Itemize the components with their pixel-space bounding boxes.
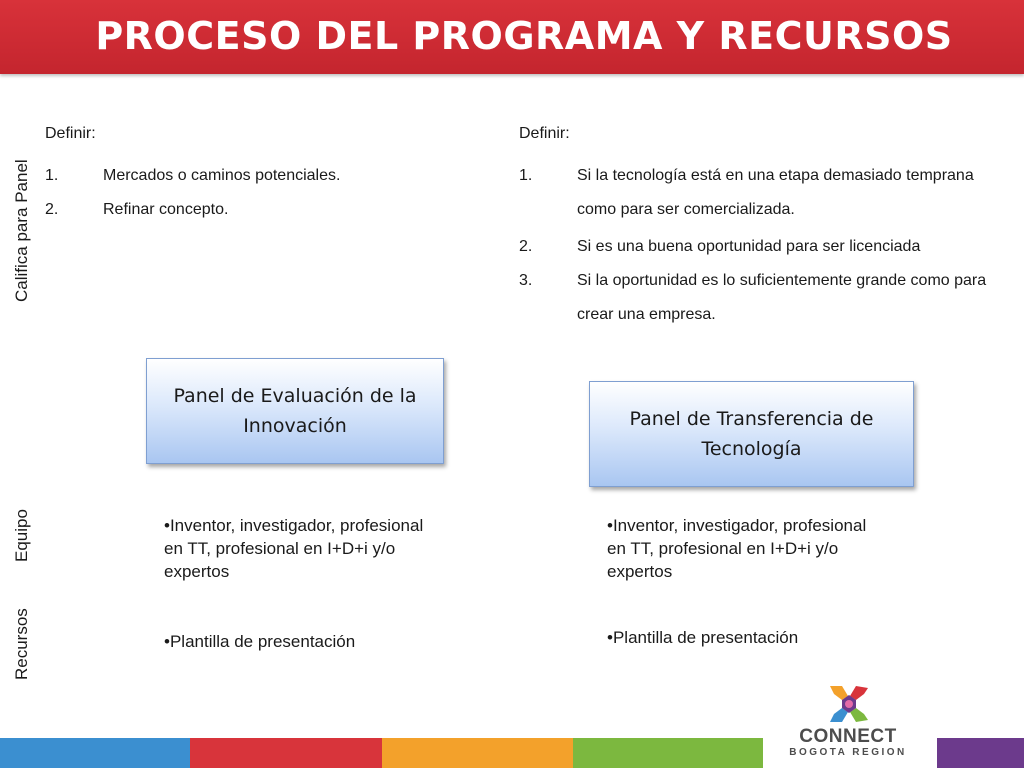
connect-logo-mark-icon	[826, 682, 872, 726]
bottom-bar-purple	[937, 738, 1024, 768]
left-def-item	[45, 200, 465, 220]
right-def-number: 2.	[519, 238, 533, 255]
connect-logo	[782, 676, 914, 764]
side-label-califica: Califica para Panel	[12, 159, 31, 302]
panel-transferencia-label: Panel de Transferencia de Tecnología	[629, 408, 874, 460]
right-def-item	[519, 159, 1009, 227]
right-resources	[607, 514, 882, 649]
right-definitions	[519, 124, 1009, 334]
left-bullet-template: •Plantilla de presentación	[164, 632, 356, 651]
bottom-bar-green	[573, 738, 763, 768]
bottom-bar-blue	[0, 738, 190, 768]
right-def-number: 3.	[519, 272, 533, 289]
panel-transferencia-tecnologia	[589, 381, 914, 487]
left-def-text: Refinar concepto.	[103, 201, 229, 218]
left-def-item	[45, 166, 465, 186]
right-def-number: 1.	[519, 167, 533, 184]
side-label-recursos: Recursos	[12, 608, 31, 680]
side-label-equipo: Equipo	[12, 509, 31, 562]
panel-evaluacion-innovacion	[146, 358, 444, 464]
page-title: PROCESO DEL PROGRAMA Y RECURSOS	[95, 14, 953, 58]
right-bullet-template: •Plantilla de presentación	[607, 628, 799, 647]
right-definir-heading: Definir:	[519, 125, 570, 142]
left-bullet-team: •Inventor, investigador, profesional en TT, profesional en I+D+i y/o expertos	[164, 516, 424, 581]
title-banner	[0, 0, 1024, 74]
left-definir-heading: Definir:	[45, 125, 96, 142]
right-def-text: Si es una buena oportunidad para ser licenciada	[577, 238, 921, 255]
right-bullet-team: •Inventor, investigador, profesional en TT, profesional en I+D+i y/o expertos	[607, 516, 867, 581]
left-definitions	[45, 124, 465, 234]
left-resources	[164, 514, 439, 653]
bottom-bar-orange	[382, 738, 573, 768]
panel-evaluacion-label: Panel de Evaluación de la Innovación	[173, 385, 417, 437]
right-def-item	[519, 264, 1009, 332]
right-def-item	[519, 237, 1009, 257]
left-def-text: Mercados o caminos potenciales.	[103, 167, 341, 184]
left-def-number: 1.	[45, 167, 59, 184]
left-def-number: 2.	[45, 201, 59, 218]
right-def-text: Si la tecnología está en una etapa demasiado temprana como para ser comercializada.	[577, 167, 974, 218]
connect-logo-subtitle: BOGOTA REGION	[789, 747, 907, 758]
bottom-bar-red	[190, 738, 382, 768]
right-def-text: Si la oportunidad es lo suficientemente grande como para crear una empresa.	[577, 272, 987, 323]
connect-logo-name: CONNECT	[799, 726, 897, 747]
